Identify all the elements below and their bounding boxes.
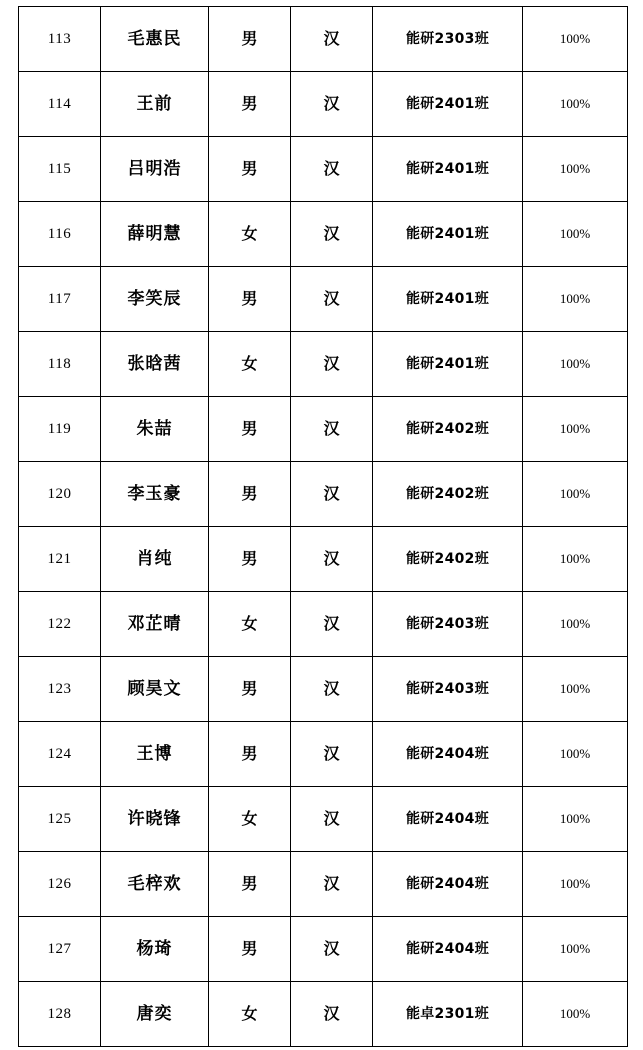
cell-serial-number: 120 [19, 462, 101, 527]
table-row [19, 917, 628, 982]
cell-serial-number: 118 [19, 332, 101, 397]
table-row [19, 7, 628, 72]
cell-class: 能研2303班 [373, 7, 523, 72]
cell-rate: 100% [523, 852, 628, 917]
cell-serial-number: 117 [19, 267, 101, 332]
cell-class: 能研2403班 [373, 592, 523, 657]
cell-rate: 100% [523, 657, 628, 722]
cell-name: 薛明慧 [101, 202, 209, 267]
cell-serial-number: 119 [19, 397, 101, 462]
cell-name: 毛梓欢 [101, 852, 209, 917]
table-row [19, 332, 628, 397]
cell-class: 能卓2301班 [373, 982, 523, 1047]
cell-name: 毛惠民 [101, 7, 209, 72]
cell-serial-number: 122 [19, 592, 101, 657]
cell-rate: 100% [523, 982, 628, 1047]
roster-table [18, 6, 628, 1047]
cell-name: 王前 [101, 72, 209, 137]
cell-sex: 男 [209, 7, 291, 72]
cell-name: 吕明浩 [101, 137, 209, 202]
cell-rate: 100% [523, 787, 628, 852]
cell-class: 能研2401班 [373, 137, 523, 202]
table-row [19, 657, 628, 722]
cell-name: 杨琦 [101, 917, 209, 982]
cell-ethnicity: 汉 [291, 982, 373, 1047]
cell-sex: 女 [209, 982, 291, 1047]
cell-serial-number: 121 [19, 527, 101, 592]
cell-name: 李笑辰 [101, 267, 209, 332]
table-row [19, 267, 628, 332]
cell-rate: 100% [523, 202, 628, 267]
cell-rate: 100% [523, 332, 628, 397]
table-row [19, 72, 628, 137]
cell-name: 顾昊文 [101, 657, 209, 722]
cell-class: 能研2404班 [373, 787, 523, 852]
cell-sex: 男 [209, 657, 291, 722]
cell-serial-number: 125 [19, 787, 101, 852]
cell-ethnicity: 汉 [291, 202, 373, 267]
table-row [19, 137, 628, 202]
cell-rate: 100% [523, 527, 628, 592]
cell-name: 张晗茜 [101, 332, 209, 397]
cell-ethnicity: 汉 [291, 137, 373, 202]
table-row [19, 722, 628, 787]
cell-rate: 100% [523, 722, 628, 787]
cell-rate: 100% [523, 267, 628, 332]
cell-sex: 男 [209, 722, 291, 787]
table-row [19, 852, 628, 917]
cell-sex: 男 [209, 267, 291, 332]
cell-serial-number: 115 [19, 137, 101, 202]
cell-name: 朱喆 [101, 397, 209, 462]
cell-ethnicity: 汉 [291, 917, 373, 982]
cell-class: 能研2401班 [373, 332, 523, 397]
cell-serial-number: 116 [19, 202, 101, 267]
cell-ethnicity: 汉 [291, 72, 373, 137]
cell-rate: 100% [523, 462, 628, 527]
cell-name: 李玉豪 [101, 462, 209, 527]
table-row [19, 397, 628, 462]
cell-name: 邓芷晴 [101, 592, 209, 657]
table-row [19, 787, 628, 852]
cell-sex: 男 [209, 917, 291, 982]
cell-class: 能研2404班 [373, 722, 523, 787]
table-row [19, 462, 628, 527]
cell-ethnicity: 汉 [291, 657, 373, 722]
cell-class: 能研2401班 [373, 72, 523, 137]
table-row [19, 527, 628, 592]
cell-sex: 男 [209, 527, 291, 592]
document-page [0, 6, 643, 1050]
cell-rate: 100% [523, 7, 628, 72]
cell-serial-number: 128 [19, 982, 101, 1047]
cell-name: 唐奕 [101, 982, 209, 1047]
cell-ethnicity: 汉 [291, 787, 373, 852]
cell-class: 能研2402班 [373, 397, 523, 462]
cell-rate: 100% [523, 592, 628, 657]
cell-ethnicity: 汉 [291, 852, 373, 917]
cell-serial-number: 114 [19, 72, 101, 137]
cell-class: 能研2402班 [373, 527, 523, 592]
cell-class: 能研2404班 [373, 917, 523, 982]
cell-serial-number: 124 [19, 722, 101, 787]
roster-table-body [19, 7, 628, 1047]
cell-rate: 100% [523, 137, 628, 202]
cell-serial-number: 127 [19, 917, 101, 982]
cell-class: 能研2403班 [373, 657, 523, 722]
cell-ethnicity: 汉 [291, 332, 373, 397]
cell-ethnicity: 汉 [291, 397, 373, 462]
cell-sex: 男 [209, 397, 291, 462]
cell-rate: 100% [523, 397, 628, 462]
cell-ethnicity: 汉 [291, 527, 373, 592]
cell-class: 能研2401班 [373, 267, 523, 332]
cell-ethnicity: 汉 [291, 7, 373, 72]
cell-serial-number: 113 [19, 7, 101, 72]
cell-name: 王博 [101, 722, 209, 787]
cell-sex: 女 [209, 202, 291, 267]
cell-sex: 女 [209, 787, 291, 852]
cell-class: 能研2401班 [373, 202, 523, 267]
cell-class: 能研2402班 [373, 462, 523, 527]
table-row [19, 982, 628, 1047]
cell-ethnicity: 汉 [291, 462, 373, 527]
cell-name: 肖纯 [101, 527, 209, 592]
cell-sex: 女 [209, 332, 291, 397]
cell-sex: 女 [209, 592, 291, 657]
table-row [19, 202, 628, 267]
cell-rate: 100% [523, 72, 628, 137]
cell-sex: 男 [209, 137, 291, 202]
cell-ethnicity: 汉 [291, 592, 373, 657]
cell-sex: 男 [209, 72, 291, 137]
cell-ethnicity: 汉 [291, 267, 373, 332]
cell-ethnicity: 汉 [291, 722, 373, 787]
cell-serial-number: 123 [19, 657, 101, 722]
cell-rate: 100% [523, 917, 628, 982]
cell-sex: 男 [209, 852, 291, 917]
table-row [19, 592, 628, 657]
cell-class: 能研2404班 [373, 852, 523, 917]
cell-serial-number: 126 [19, 852, 101, 917]
cell-sex: 男 [209, 462, 291, 527]
cell-name: 许晓锋 [101, 787, 209, 852]
